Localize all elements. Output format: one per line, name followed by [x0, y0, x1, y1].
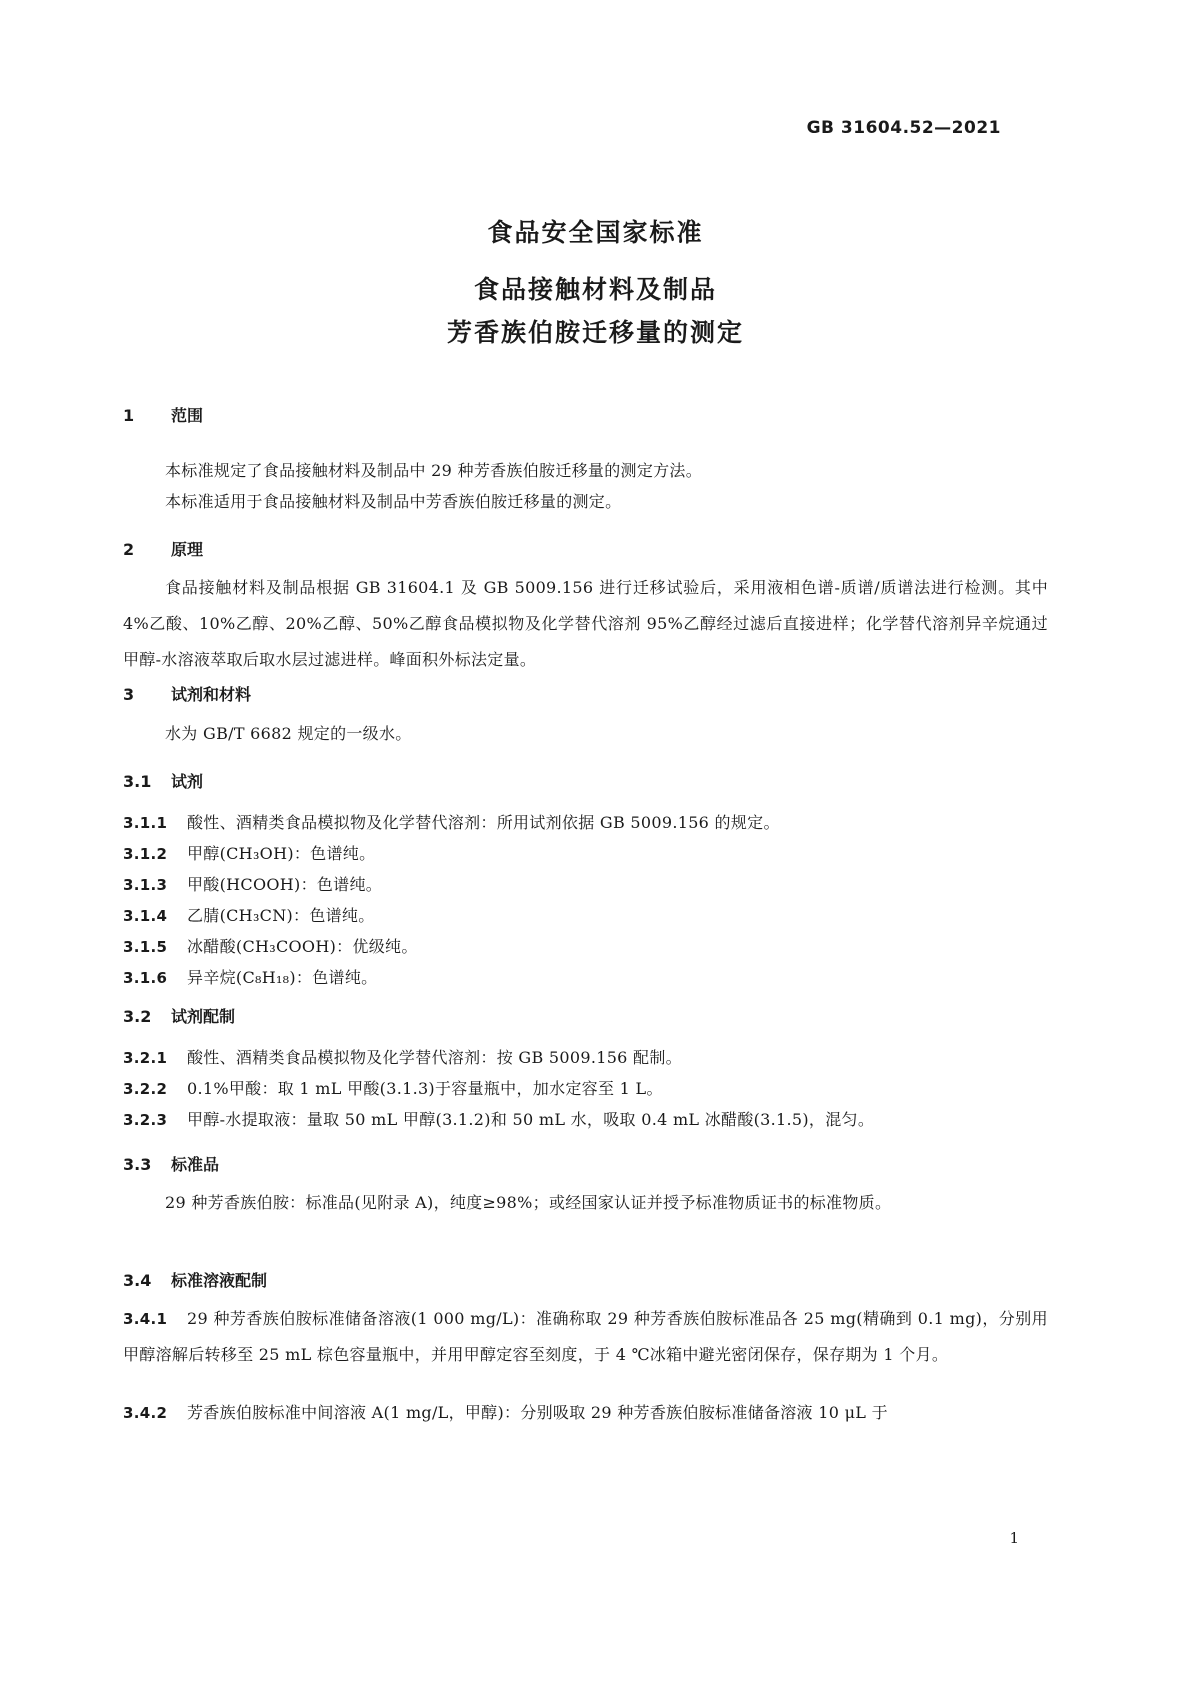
section-3-3-heading [123, 1152, 219, 1175]
section-2-heading [123, 537, 203, 560]
section-number: 2 [123, 540, 135, 559]
section-number: 3.1 [123, 772, 152, 791]
section-number: 3.2 [123, 1007, 152, 1026]
list-item: 3.2.2 0.1%甲酸：取 1 mL 甲酸(3.1.3)于容量瓶中，加水定容至 1 L。 [123, 1079, 663, 1098]
doc-title-line2: 食品接触材料及制品 [473, 275, 717, 304]
page-number: 1 [1009, 1529, 1019, 1547]
section-title: 原理 [171, 540, 204, 559]
section-1-para-1: 本标准规定了食品接触材料及制品中 29 种芳香族伯胺迁移量的测定方法。 [165, 461, 703, 480]
section-3-para-1: 水为 GB/T 6682 规定的一级水。 [165, 724, 412, 743]
list-item: 3.4.2 芳香族伯胺标准中间溶液 A(1 mg/L，甲醇)：分别吸取 29 种芳香族伯胺标准储备溶液 10 μL 于 [123, 1403, 888, 1422]
section-title: 试剂配制 [171, 1007, 236, 1026]
list-item: 3.2.1 酸性、酒精类食品模拟物及化学替代溶剂：按 GB 5009.156 配制。 [123, 1048, 682, 1067]
section-3-4-heading [123, 1268, 267, 1291]
section-1-para-2: 本标准适用于食品接触材料及制品中芳香族伯胺迁移量的测定。 [165, 492, 622, 511]
section-2-para-1: 食品接触材料及制品根据 GB 31604.1 及 GB 5009.156 进行迁移试验后，采用液相色谱-质谱/质谱法进行检测。其中 4%乙酸、10%乙醇、20%乙醇、50%乙醇食品模拟物及化学替代溶剂 95%乙醇经过滤后直接进样；化学替代溶剂异辛烷通过甲醇-水溶液萃取后取水层过滤进样。峰面积外标法定量。 [123, 578, 1048, 669]
section-3-heading [123, 682, 251, 705]
section-number: 3.3 [123, 1155, 152, 1174]
section-title: 标准品 [171, 1155, 220, 1174]
standard-code: GB 31604.52—2021 [806, 118, 1001, 138]
list-item: 3.1.6 异辛烷(C₈H₁₈)：色谱纯。 [123, 968, 378, 987]
section-number: 3.4 [123, 1271, 152, 1290]
doc-title-line1: 食品安全国家标准 [487, 218, 704, 247]
section-1-heading [123, 403, 203, 426]
section-title: 试剂和材料 [171, 685, 252, 704]
section-title: 范围 [171, 406, 204, 425]
section-number: 3 [123, 685, 135, 704]
section-title: 标准溶液配制 [171, 1271, 268, 1290]
list-item: 3.1.3 甲酸(HCOOH)：色谱纯。 [123, 875, 383, 894]
section-3-1-heading [123, 769, 203, 792]
list-item: 3.2.3 甲醇-水提取液：量取 50 mL 甲醇(3.1.2)和 50 mL 水，吸取 0.4 mL 冰醋酸(3.1.5)，混匀。 [123, 1110, 875, 1129]
list-item: 3.1.5 冰醋酸(CH₃COOH)：优级纯。 [123, 937, 418, 956]
section-3-3-para-1: 29 种芳香族伯胺：标准品(见附录 A)，纯度≥98%；或经国家认证并授予标准物质证书的标准物质。 [165, 1193, 892, 1212]
list-item: 3.4.1 29 种芳香族伯胺标准储备溶液(1 000 mg/L)：准确称取 29 种芳香族伯胺标准品各 25 mg(精确到 0.1 mg)，分别用甲醇溶解后转移至 25 mL 棕色容量瓶中，并用甲醇定容至刻度，于 4 ℃冰箱中避光密闭保存，保存期为 1 个月。 [123, 1309, 1048, 1364]
list-item: 3.1.4 乙腈(CH₃CN)：色谱纯。 [123, 906, 375, 925]
list-item: 3.1.2 甲醇(CH₃OH)：色谱纯。 [123, 844, 376, 863]
doc-title-line3: 芳香族伯胺迁移量的测定 [446, 318, 744, 347]
section-title: 试剂 [171, 772, 204, 791]
list-item: 3.1.1 酸性、酒精类食品模拟物及化学替代溶剂：所用试剂依据 GB 5009.156 的规定。 [123, 813, 780, 832]
section-3-2-heading [123, 1004, 235, 1027]
section-number: 1 [123, 406, 135, 425]
